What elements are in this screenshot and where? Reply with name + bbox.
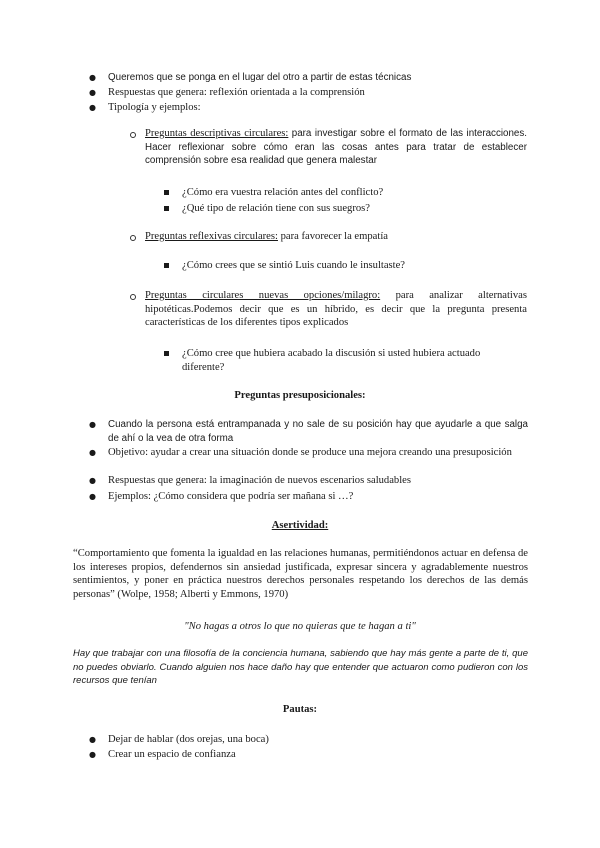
circle-bullet — [130, 294, 136, 300]
bullet-dot: ● — [89, 88, 96, 97]
reflexivas-line — [145, 230, 388, 243]
asertividad-quote: “Comportamiento que fomenta la igualdad en las relaciones humanas, permitiéndonos actuar en defensa de los intereses propios, defendernos sin ansiedad justificada, expresar sincera y agradablemente nuestros sentimientos, y poner en práctica nuestros derechos personales respetando los derechos de las demás personas” (Wolpe, 1958; Alberti y Emmons, 1970) — [73, 548, 528, 600]
bullet-dot: ● — [89, 476, 96, 485]
nuevas-paragraph — [145, 289, 527, 330]
reflexivas-text: para favorecer la empatía — [280, 231, 388, 242]
bullet-text: Dejar de hablar (dos orejas, una boca) — [108, 734, 269, 745]
bullet-text: Ejemplos: ¿Cómo considera que podría ser mañana si …? — [108, 491, 354, 502]
pautas-heading: Pautas: — [282, 704, 318, 715]
bullet-dot: ● — [89, 750, 96, 759]
example-question: ¿Cómo crees que se sintió Luis cuando le insultaste? — [182, 260, 406, 271]
descriptivas-title: Preguntas descriptivas circulares: — [145, 128, 289, 139]
presuposicionales-heading: Preguntas presuposicionales: — [234, 390, 366, 401]
example-question: ¿Cómo era vuestra relación antes del conflicto? — [182, 187, 384, 198]
bullet-dot: ● — [89, 420, 96, 429]
circle-bullet — [130, 132, 136, 138]
square-bullet — [164, 190, 169, 195]
bullet-text: Tipología y ejemplos: — [108, 102, 201, 113]
asertividad-note: Hay que trabajar con una filosofía de la conciencia humana, sabiendo que hay más gente a parte de ti, que no puedes obviarlo. Cuando alguien nos hace daño hay que entender que actuaron como pudieron con los recursos que tenían — [73, 648, 528, 686]
bullet-text: Cuando la persona está entrampanada y no sale de su posición hay que ayudarle a que salga de ahí o la vea de otra forma — [108, 419, 528, 444]
asertividad-maxim: "No hagas a otros lo que no quieras que te hagan a ti" — [184, 621, 416, 632]
bullet-text: Objetivo: ayudar a crear una situación donde se produce una mejora creando una presuposición — [108, 447, 512, 458]
example-question: ¿Qué tipo de relación tiene con sus suegros? — [182, 203, 370, 214]
square-bullet — [164, 351, 169, 356]
bullet-dot: ● — [89, 73, 96, 82]
bullet-dot: ● — [89, 735, 96, 744]
square-bullet — [164, 263, 169, 268]
reflexivas-title: Preguntas reflexivas circulares: — [145, 231, 278, 242]
square-bullet — [164, 206, 169, 211]
asertividad-heading-text: Asertividad: — [271, 520, 329, 531]
bullet-text: Crear un espacio de confianza — [108, 749, 236, 760]
bullet-text: Respuestas que genera: la imaginación de nuevos escenarios saludables — [108, 475, 411, 486]
bullet-dot: ● — [89, 103, 96, 112]
bullet-text: Respuestas que genera: reflexión orientada a la comprensión — [108, 87, 365, 98]
nuevas-text: para analizar alternativas hipotéticas.Podemos decir que es un híbrido, es decir que la pregunta presenta características de los diferentes tipos explicados — [145, 290, 528, 328]
asertividad-heading — [0, 519, 600, 532]
descriptivas-text: para investigar sobre el formato de las interacciones. Hacer reflexionar sobre cómo eran las cosas antes para tratar de establecer comprensión sobre esa realidad que genera malestar — [145, 128, 527, 166]
example-question: ¿Cómo cree que hubiera acabado la discusión si usted hubiera actuado diferente? — [182, 348, 481, 373]
bullet-text: Queremos que se ponga en el lugar del otro a partir de estas técnicas — [108, 72, 412, 83]
circle-bullet — [130, 235, 136, 241]
bullet-dot: ● — [89, 492, 96, 501]
descriptivas-paragraph — [145, 127, 527, 168]
nuevas-title: Preguntas circulares nuevas opciones/milagro: — [145, 290, 381, 301]
bullet-dot: ● — [89, 448, 96, 457]
